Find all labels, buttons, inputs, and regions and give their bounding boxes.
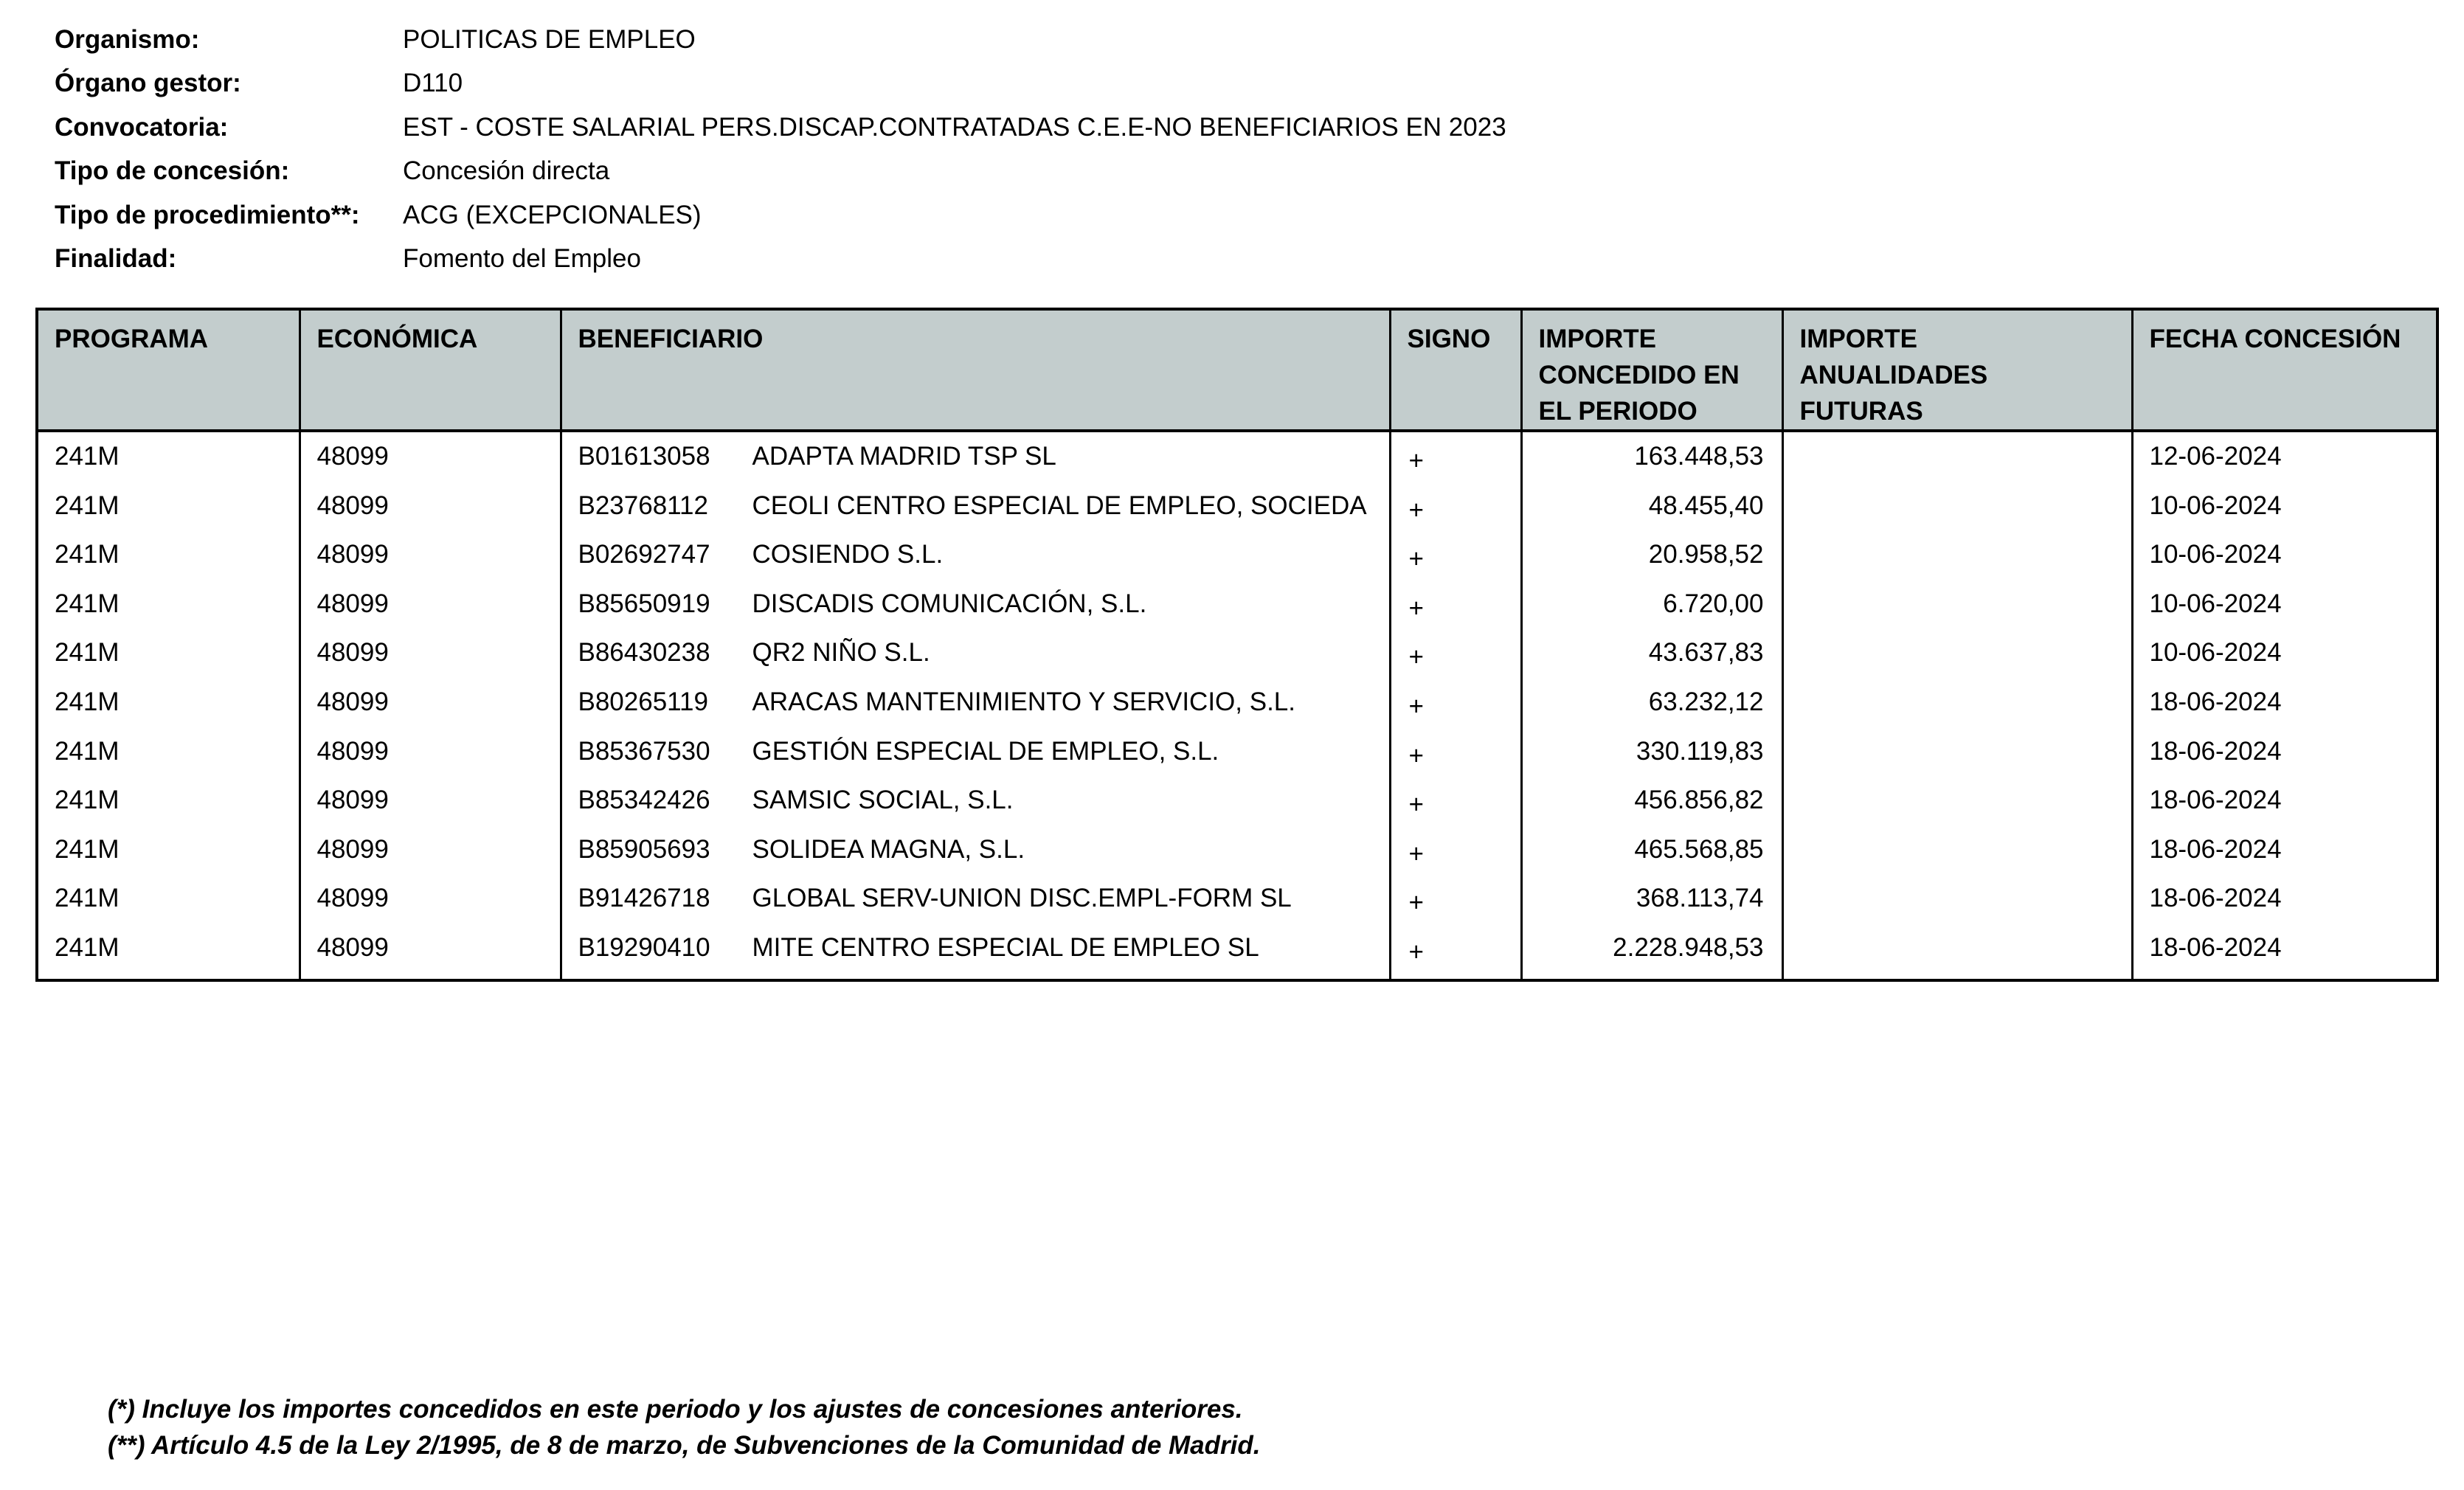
grants-table [35,308,2439,982]
header-label: EL PERIODO [1538,397,1698,426]
meta-value: ACG (EXCEPCIONALES) [403,200,702,229]
cell-programa: 241M [37,678,300,727]
beneficiario-nif: B01613058 [578,442,710,471]
cell-beneficiario [561,727,1390,777]
table-filler-row [37,972,2437,980]
header-label: FECHA CONCESIÓN [2149,325,2401,353]
cell-programa: 241M [37,530,300,580]
cell-economica: 48099 [300,482,561,531]
beneficiario-nombre: ARACAS MANTENIMIENTO Y SERVICIO, S.L. [752,687,1295,716]
meta-value: D110 [403,69,463,98]
cell-beneficiario [561,482,1390,531]
cell-anualidades [1782,727,2132,777]
meta-row-organismo [55,18,2342,62]
col-header-signo [1390,309,1521,431]
cell-beneficiario [561,580,1390,629]
cell-economica: 48099 [300,825,561,875]
cell-signo: + [1390,628,1521,678]
meta-row-tipo-concesion [55,150,2342,194]
beneficiario-nombre: GESTIÓN ESPECIAL DE EMPLEO, S.L. [752,736,1219,766]
meta-row-convocatoria [55,105,2342,150]
header-label: BENEFICIARIO [578,325,764,353]
meta-label: Convocatoria: [55,112,229,142]
cell-signo: + [1390,776,1521,825]
table-row [37,678,2437,727]
beneficiario-nif: B85650919 [578,589,710,618]
col-header-beneficiario [561,309,1390,431]
cell-anualidades [1782,678,2132,727]
empty-cell [1521,972,1782,980]
cell-importe: 163.448,53 [1521,431,1782,482]
cell-importe: 2.228.948,53 [1521,924,1782,973]
cell-signo: + [1390,678,1521,727]
beneficiario-nif: B86430238 [578,638,710,668]
cell-programa: 241M [37,776,300,825]
cell-importe: 63.232,12 [1521,678,1782,727]
table-row [37,727,2437,777]
header-label: IMPORTE [1799,325,1917,353]
cell-economica: 48099 [300,678,561,727]
cell-anualidades [1782,431,2132,482]
cell-beneficiario [561,530,1390,580]
cell-fecha: 18-06-2024 [2132,678,2437,727]
beneficiario-nombre: COSIENDO S.L. [752,540,944,569]
beneficiario-nif: B19290410 [578,932,710,962]
beneficiario-nombre: SOLIDEA MAGNA, S.L. [752,834,1025,864]
cell-signo: + [1390,482,1521,531]
col-header-economica [300,309,561,431]
cell-programa: 241M [37,727,300,777]
meta-label: Organismo: [55,24,200,54]
cell-economica: 48099 [300,431,561,482]
cell-importe: 48.455,40 [1521,482,1782,531]
cell-importe: 330.119,83 [1521,727,1782,777]
table-row [37,482,2437,531]
cell-programa: 241M [37,825,300,875]
cell-importe: 43.637,83 [1521,628,1782,678]
beneficiario-nif: B85905693 [578,834,710,864]
empty-cell [561,972,1390,980]
table-row [37,825,2437,875]
cell-fecha: 18-06-2024 [2132,874,2437,924]
cell-importe: 465.568,85 [1521,825,1782,875]
cell-programa: 241M [37,482,300,531]
meta-value: POLITICAS DE EMPLEO [403,24,696,54]
cell-economica: 48099 [300,874,561,924]
meta-label: Tipo de procedimiento**: [55,200,360,229]
cell-signo: + [1390,580,1521,629]
cell-signo: + [1390,825,1521,875]
beneficiario-nombre: MITE CENTRO ESPECIAL DE EMPLEO SL [752,932,1259,962]
cell-beneficiario [561,874,1390,924]
beneficiario-nombre: CEOLI CENTRO ESPECIAL DE EMPLEO, SOCIEDA [752,491,1367,520]
empty-cell [1390,972,1521,980]
table-header-row [37,309,2437,431]
header-label: SIGNO [1407,325,1491,353]
col-header-fecha [2132,309,2437,431]
cell-fecha: 10-06-2024 [2132,580,2437,629]
cell-programa: 241M [37,628,300,678]
cell-beneficiario [561,678,1390,727]
meta-row-finalidad [55,238,2342,282]
empty-cell [37,972,300,980]
header-label: FUTURAS [1799,397,1923,426]
footnote: (*) Incluye los importes concedidos en este periodo y los ajustes de concesiones anteriores. [108,1395,1243,1424]
cell-importe: 368.113,74 [1521,874,1782,924]
cell-economica: 48099 [300,628,561,678]
empty-cell [2132,972,2437,980]
meta-value: Fomento del Empleo [403,244,641,274]
beneficiario-nombre: GLOBAL SERV-UNION DISC.EMPL-FORM SL [752,884,1292,913]
cell-economica: 48099 [300,580,561,629]
cell-programa: 241M [37,924,300,973]
cell-fecha: 18-06-2024 [2132,825,2437,875]
cell-programa: 241M [37,580,300,629]
cell-anualidades [1782,924,2132,973]
cell-anualidades [1782,776,2132,825]
footnotes [108,1391,1260,1463]
beneficiario-nif: B02692747 [578,540,710,569]
table-row [37,776,2437,825]
cell-fecha: 10-06-2024 [2132,530,2437,580]
cell-fecha: 10-06-2024 [2132,628,2437,678]
beneficiario-nombre: SAMSIC SOCIAL, S.L. [752,786,1014,815]
cell-fecha: 18-06-2024 [2132,776,2437,825]
table-row [37,924,2437,973]
empty-cell [300,972,561,980]
beneficiario-nombre: ADAPTA MADRID TSP SL [752,442,1056,471]
meta-value: EST - COSTE SALARIAL PERS.DISCAP.CONTRATADAS C.E.E-NO BENEFICIARIOS EN 2023 [403,112,1506,142]
meta-label: Finalidad: [55,244,177,274]
beneficiario-nombre: QR2 NIÑO S.L. [752,638,930,668]
meta-value: Concesión directa [403,156,610,186]
header-label: IMPORTE [1538,325,1656,353]
table-row [37,628,2437,678]
beneficiario-nif: B80265119 [578,687,708,716]
table-row [37,530,2437,580]
document-header [55,18,2342,281]
cell-anualidades [1782,530,2132,580]
cell-importe: 456.856,82 [1521,776,1782,825]
col-header-importe [1521,309,1782,431]
header-label: ANUALIDADES [1799,361,1988,389]
beneficiario-nif: B85367530 [578,736,710,766]
meta-label: Órgano gestor: [55,69,241,98]
cell-beneficiario [561,431,1390,482]
table-row [37,874,2437,924]
beneficiario-nif: B23768112 [578,491,708,520]
cell-importe: 20.958,52 [1521,530,1782,580]
cell-economica: 48099 [300,776,561,825]
col-header-programa [37,309,300,431]
beneficiario-nif: B91426718 [578,884,710,913]
cell-anualidades [1782,482,2132,531]
col-header-anualidades [1782,309,2132,431]
beneficiario-nif: B85342426 [578,786,710,815]
table-row [37,431,2437,482]
cell-beneficiario [561,628,1390,678]
empty-cell [1782,972,2132,980]
meta-row-tipo-procedimiento [55,193,2342,238]
cell-fecha: 12-06-2024 [2132,431,2437,482]
cell-signo: + [1390,924,1521,973]
cell-importe: 6.720,00 [1521,580,1782,629]
cell-anualidades [1782,874,2132,924]
table-body [37,431,2437,980]
cell-fecha: 18-06-2024 [2132,727,2437,777]
cell-anualidades [1782,628,2132,678]
footnote: (**) Artículo 4.5 de la Ley 2/1995, de 8 de marzo, de Subvenciones de la Comunidad de Madrid. [108,1431,1261,1460]
cell-economica: 48099 [300,924,561,973]
cell-beneficiario [561,776,1390,825]
header-label: PROGRAMA [55,325,209,353]
meta-label: Tipo de concesión: [55,156,290,186]
cell-beneficiario [561,924,1390,973]
cell-economica: 48099 [300,727,561,777]
header-label: ECONÓMICA [316,325,478,353]
cell-anualidades [1782,825,2132,875]
cell-economica: 48099 [300,530,561,580]
beneficiario-nombre: DISCADIS COMUNICACIÓN, S.L. [752,589,1147,618]
cell-fecha: 18-06-2024 [2132,924,2437,973]
cell-signo: + [1390,727,1521,777]
cell-programa: 241M [37,431,300,482]
header-label: CONCEDIDO EN [1538,361,1740,389]
meta-row-organo-gestor [55,62,2342,106]
cell-signo: + [1390,431,1521,482]
cell-programa: 241M [37,874,300,924]
table-row [37,580,2437,629]
cell-signo: + [1390,874,1521,924]
cell-signo: + [1390,530,1521,580]
cell-anualidades [1782,580,2132,629]
cell-fecha: 10-06-2024 [2132,482,2437,531]
cell-beneficiario [561,825,1390,875]
